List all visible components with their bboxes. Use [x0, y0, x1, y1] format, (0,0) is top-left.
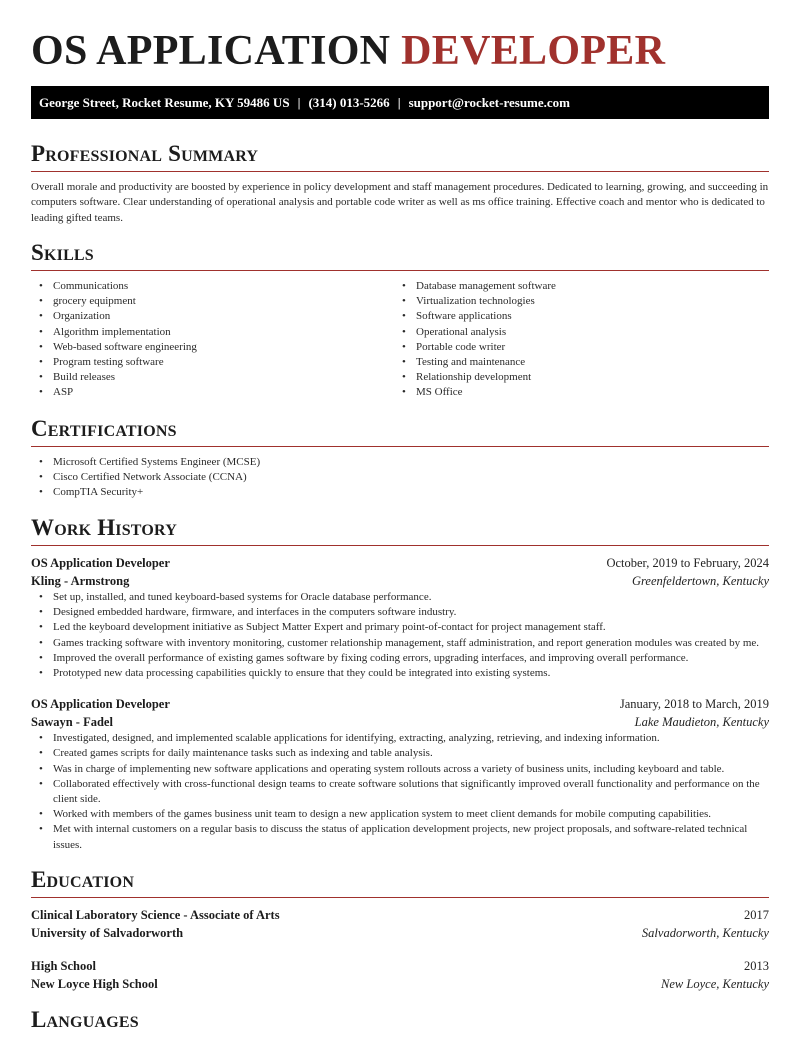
education-location: New Loyce, Kentucky	[661, 977, 769, 991]
job-entry	[31, 695, 769, 853]
skills-heading: Skills	[31, 240, 769, 271]
contact-bar	[31, 86, 769, 119]
job-bullet: • Investigated, designed, and implemented scalable applications for identifying, extracting, analyzing, retrieving, and indexing information.	[31, 731, 769, 746]
work-history-heading: Work History	[31, 515, 769, 546]
education-location: Salvadorworth, Kentucky	[641, 926, 769, 940]
job-role: OS Application Developer	[31, 697, 170, 712]
certifications-heading: Certifications	[31, 416, 769, 447]
job-location: Lake Maudieton, Kentucky	[634, 715, 769, 730]
job-entry	[31, 554, 769, 681]
job-bullet: • Designed embedded hardware, firmware, and interfaces in the computers software industry.	[31, 605, 769, 620]
languages-heading: Languages	[31, 1007, 139, 1032]
education-entry	[31, 957, 769, 993]
job-bullet: • Led the keyboard development initiative as Subject Matter Expert and primary point-of-contact for project management staff.	[31, 620, 769, 635]
job-bullet: • Prototyped new data processing capabilities quickly to ensure that they could be integrated into existing systems.	[31, 666, 769, 681]
summary-text: Overall morale and productivity are boosted by experience in policy development and staff management procedures. Dedicated to learning, growing, and succeeding in computers software. Clear understanding of operational analysis and portable code writer as well as ms office training. Effective coach and mentor who is dedicated to leading gifted teams.	[31, 181, 769, 224]
job-bullets	[31, 590, 769, 681]
skill-item: • Database management software	[394, 279, 757, 294]
certifications-list	[31, 455, 769, 501]
contact-address: George Street, Rocket Resume, KY 59486 US	[39, 95, 290, 110]
skills-list-left	[31, 279, 394, 401]
skill-item: • ASP	[31, 385, 394, 400]
education-section	[31, 867, 769, 993]
education-school: University of Salvadorworth	[31, 926, 184, 940]
skill-item: • MS Office	[394, 385, 757, 400]
job-dates: October, 2019 to February, 2024	[606, 556, 769, 570]
job-bullets	[31, 731, 769, 853]
name-last: DEVELOPER	[401, 28, 666, 74]
job-dates: January, 2018 to March, 2019	[619, 697, 769, 712]
job-bullet: • Set up, installed, and tuned keyboard-based systems for Oracle database performance.	[31, 590, 769, 605]
education-heading: Education	[31, 867, 769, 898]
skill-item: • Web-based software engineering	[31, 340, 394, 355]
education-degree: High School	[31, 959, 96, 973]
certification-item: • Microsoft Certified Systems Engineer (MCSE)	[31, 455, 769, 470]
education-degree: Clinical Laboratory Science - Associate of Arts	[31, 908, 280, 922]
contact-separator: |	[297, 95, 301, 110]
certification-item: • CompTIA Security+	[31, 485, 769, 500]
candidate-name	[31, 27, 665, 75]
skill-item: • Program testing software	[31, 355, 394, 370]
job-bullet: • Collaborated effectively with cross-functional design teams to create software solutions that significantly improved overall functionality and performance on the client side.	[31, 777, 769, 807]
education-school: New Loyce High School	[31, 977, 158, 991]
contact-separator: |	[397, 95, 401, 110]
job-bullet: • Met with internal customers on a regular basis to discuss the status of application development projects, new project proposals, and software-related technical issues.	[31, 822, 769, 852]
job-company: Sawayn - Fadel	[31, 715, 113, 730]
summary-section	[31, 141, 769, 226]
job-bullet: • Created games scripts for daily maintenance tasks such as indexing and table analysis.	[31, 746, 769, 761]
job-location: Greenfeldertown, Kentucky	[632, 574, 769, 588]
education-entry	[31, 906, 769, 942]
job-bullet: • Worked with members of the games business unit team to design a new application system to meet client demands for mobile computing capabilities.	[31, 807, 769, 822]
contact-phone: (314) 013-5266	[308, 95, 390, 110]
certifications-section	[31, 416, 769, 501]
languages-section	[31, 1007, 769, 1037]
skill-item: • Build releases	[31, 370, 394, 385]
skill-item: • Algorithm implementation	[31, 325, 394, 340]
education-year: 2017	[744, 908, 769, 922]
certification-item: • Cisco Certified Network Associate (CCNA)	[31, 470, 769, 485]
job-role: OS Application Developer	[31, 556, 170, 570]
work-history-section	[31, 515, 769, 853]
skill-item: • Software applications	[394, 309, 757, 324]
skills-section	[31, 240, 769, 401]
education-year: 2013	[744, 959, 769, 973]
skill-item: • Testing and maintenance	[394, 355, 757, 370]
job-company: Kling - Armstrong	[31, 574, 130, 588]
skill-item: • grocery equipment	[31, 294, 394, 309]
skills-list-right	[394, 279, 757, 401]
skill-item: • Relationship development	[394, 370, 757, 385]
skill-item: • Operational analysis	[394, 325, 757, 340]
skill-item: • Portable code writer	[394, 340, 757, 355]
name-first: OS APPLICATION	[31, 28, 391, 74]
skill-item: • Virtualization technologies	[394, 294, 757, 309]
contact-email: support@rocket-resume.com	[408, 95, 571, 110]
skill-item: • Communications	[31, 279, 394, 294]
summary-heading: Professional Summary	[31, 141, 769, 172]
job-bullet: • Was in charge of implementing new software applications and operating system rollouts across a variety of business units, including keyboard and table.	[31, 762, 769, 777]
job-bullet: • Games tracking software with inventory monitoring, customer relationship management, staff administration, and report generation modules was created by me.	[31, 636, 769, 651]
skill-item: • Organization	[31, 309, 394, 324]
job-bullet: • Improved the overall performance of existing games software by fixing coding errors, upgrading interfaces, and improving overall performance.	[31, 651, 769, 666]
